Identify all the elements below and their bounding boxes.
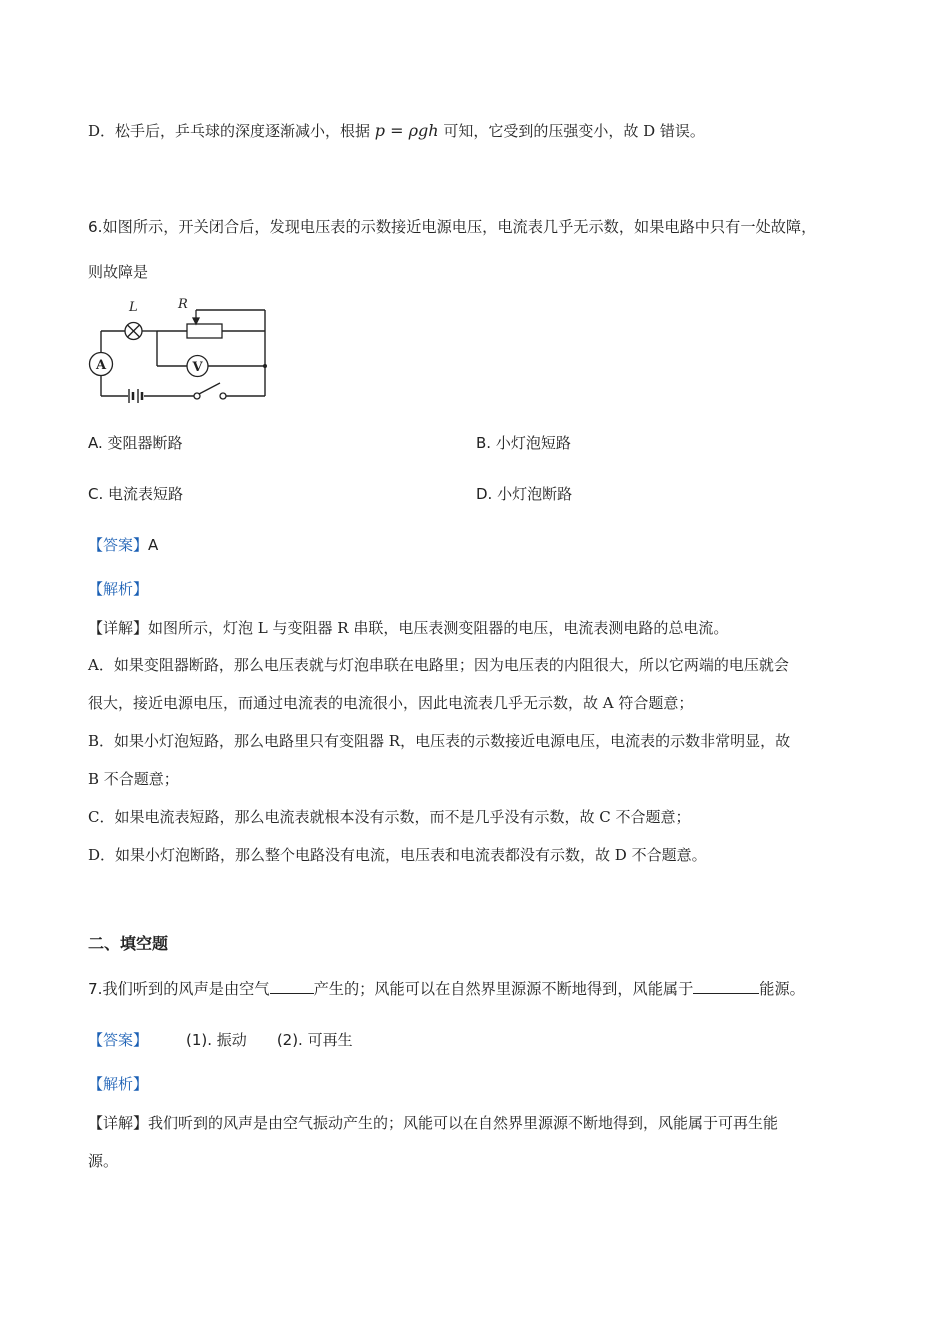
q7-stem — [88, 979, 805, 999]
q6-detail — [88, 618, 728, 638]
q6-stem-text1: 6.如图所示，开关闭合后，发现电压表的示数接近电源电压，电流表几乎无示数，如果电路中只有一处故障， — [88, 218, 817, 236]
q6-a-line2: 很大，接近电源电压，而通过电流表的电流很小，因此电流表几乎无示数，故 A 符合题意； — [88, 694, 694, 712]
rheostat-symbol — [187, 310, 222, 338]
q6-answer — [88, 535, 158, 555]
circuit-diagram — [84, 296, 284, 411]
q6-c-line: C．如果电流表短路，那么电流表就根本没有示数，而不是几乎没有示数，故 C 不合题意； — [88, 808, 691, 826]
q7-detail-line1 — [88, 1113, 778, 1133]
q7-stem-part2: 产生的；风能可以在自然界里源源不断地得到，风能属于 — [313, 980, 694, 998]
q6-b-line2: B 不合题意； — [88, 770, 179, 788]
voltmeter-label: V — [192, 360, 203, 375]
ammeter-label: A — [96, 358, 107, 373]
q7-blank-2[interactable] — [693, 979, 759, 994]
q7-answer-2: (2). 可再生 — [276, 1031, 353, 1049]
junction-dot — [263, 364, 267, 368]
prev-option-d-prefix: D．松手后，乒乓球的深度逐渐减小，根据 — [88, 122, 375, 140]
q7-stem-part1: 7.我们听到的风声是由空气 — [88, 980, 270, 998]
q7-detail-tag: 【详解】 — [88, 1114, 149, 1132]
rheostat-label: R — [178, 297, 188, 312]
battery-symbol — [129, 389, 142, 403]
q6-b-line1: B．如果小灯泡短路，那么电路里只有变阻器 R，电压表的示数接近电源电压，电流表的示数非常明显，故 — [88, 732, 791, 750]
switch-symbol — [194, 383, 226, 399]
q6-analysis-tag: 【解析】 — [88, 580, 149, 598]
section-title: 二、填空题 — [88, 934, 169, 953]
q6-detail-tag: 【详解】 — [88, 619, 149, 637]
q7-detail-text1: 我们听到的风声是由空气振动产生的；风能可以在自然界里源源不断地得到，风能属于可再生能 — [148, 1114, 779, 1132]
q6-option-a[interactable]: A. 变阻器断路 — [88, 434, 183, 452]
q7-answer — [88, 1030, 353, 1050]
prev-option-d-suffix: 可知，它受到的压强变小，故 D 错误。 — [438, 122, 705, 140]
q6-stem-line1 — [88, 217, 816, 237]
q7-answer-tag: 【答案】 — [88, 1031, 149, 1049]
q6-d-line: D．如果小灯泡断路，那么整个电路没有电流，电压表和电流表都没有示数，故 D 不合题意。 — [88, 846, 707, 864]
q6-option-c[interactable]: C. 电流表短路 — [88, 485, 184, 503]
q7-answer-1: (1). 振动 — [186, 1031, 247, 1049]
q6-stem-text2: 则故障是 — [88, 263, 149, 281]
q7-analysis-tag: 【解析】 — [88, 1075, 149, 1093]
q7-stem-part3: 能源。 — [759, 980, 805, 998]
q7-detail-line2: 源。 — [88, 1152, 119, 1170]
q6-detail-text: 如图所示，灯泡 L 与变阻器 R 串联，电压表测变阻器的电压，电流表测电路的总电流。 — [148, 619, 729, 637]
lamp-label: L — [129, 300, 138, 315]
prev-option-d — [88, 121, 705, 141]
q6-option-d[interactable]: D. 小灯泡断路 — [476, 485, 573, 503]
q7-blank-1[interactable] — [270, 979, 314, 994]
q6-stem-line2 — [88, 262, 148, 282]
q6-answer-value: A — [148, 536, 159, 554]
q6-a-line1: A．如果变阻器断路，那么电压表就与灯泡串联在电路里；因为电压表的内阻很大，所以它两端的电压就会 — [88, 656, 789, 674]
q6-option-b[interactable]: B. 小灯泡短路 — [476, 434, 571, 452]
q6-answer-tag: 【答案】 — [88, 536, 149, 554]
pressure-formula: p = ρgh — [374, 121, 439, 140]
lamp-symbol — [125, 323, 142, 340]
